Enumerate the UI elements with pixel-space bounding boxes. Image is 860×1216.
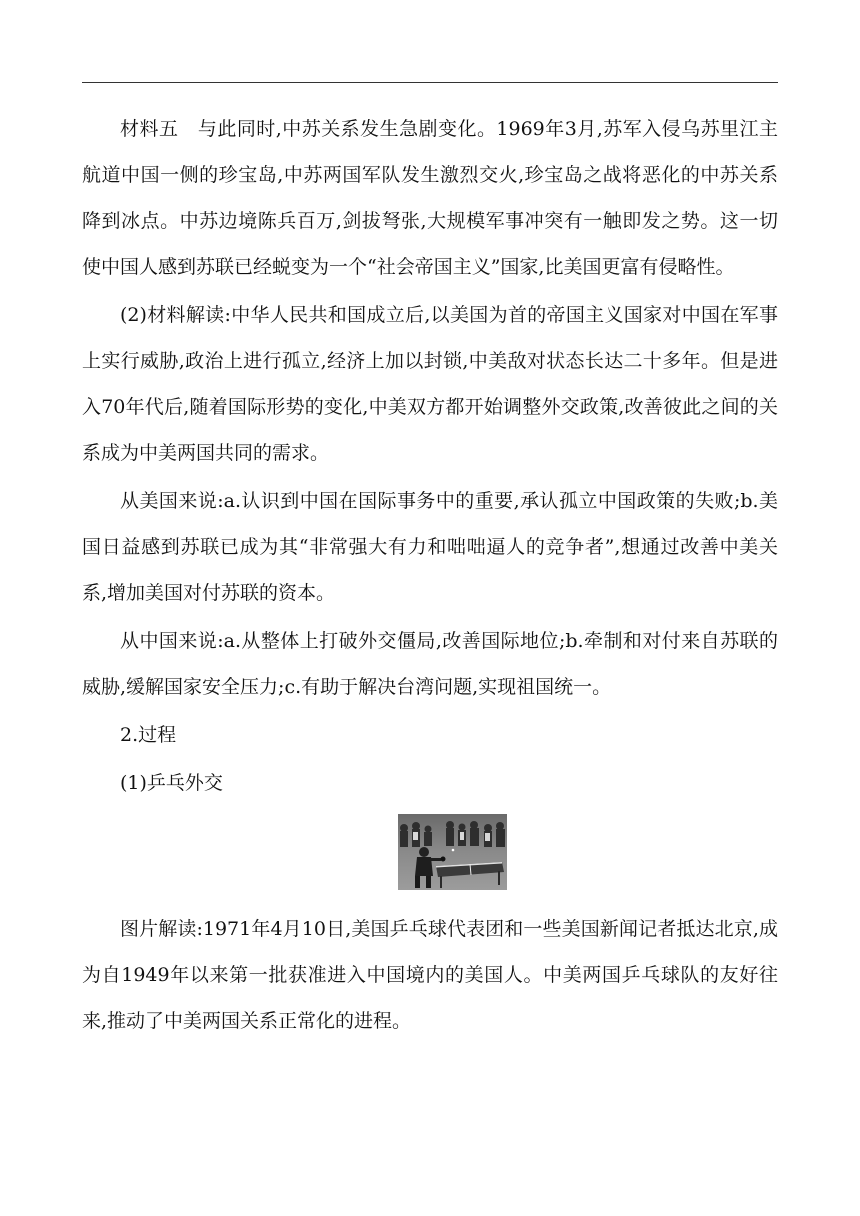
material-five-paragraph: 材料五 与此同时,中苏关系发生急剧变化。1969年3月,苏军入侵乌苏里江主航道中国一侧的珍宝岛,中苏两国军队发生激烈交火,珍宝岛之战将恶化的中苏关系降到冰点。中苏边境陈兵百万,剑拔弩张,大规模军事冲突有一触即发之势。这一切使中国人感到苏联已经蜕变为一个“社会帝国主义”国家,比美国更富有侵略性。 — [82, 118, 778, 278]
us-perspective-paragraph: 从美国来说:a.认识到中国在国际事务中的重要,承认孤立中国政策的失败;b.美国日益感到苏联已成为其“非常强大有力和咄咄逼人的竞争者”,想通过改善中美关系,增加美国对付苏联的资本。 — [82, 490, 778, 604]
ping-pong-photo — [398, 814, 507, 890]
subsection-heading-ping-pong: (1)乒乓外交 — [120, 772, 223, 794]
china-perspective-paragraph: 从中国来说:a.从整体上打破外交僵局,改善国际地位;b.牵制和对付来自苏联的威胁,缓解国家安全压力;c.有助于解决台湾问题,实现祖国统一。 — [82, 630, 778, 698]
section-heading-process: 2.过程 — [120, 724, 177, 746]
photo-caption-paragraph: 图片解读:1971年4月10日,美国乒乓球代表团和一些美国新闻记者抵达北京,成为自1949年以来第一批获准进入中国境内的美国人。中美两国乒乓球队的友好往来,推动了中美两国关系正常化的进程。 — [82, 918, 778, 1032]
document-body — [82, 106, 778, 1044]
material-analysis-paragraph: (2)材料解读:中华人民共和国成立后,以美国为首的帝国主义国家对中国在军事上实行威胁,政治上进行孤立,经济上加以封锁,中美敌对状态长达二十多年。但是进入70年代后,随着国际形势的变化,中美双方都开始调整外交政策,改善彼此之间的关系成为中美两国共同的需求。 — [82, 304, 778, 464]
header-rule — [82, 82, 778, 83]
photo-container — [82, 814, 778, 890]
